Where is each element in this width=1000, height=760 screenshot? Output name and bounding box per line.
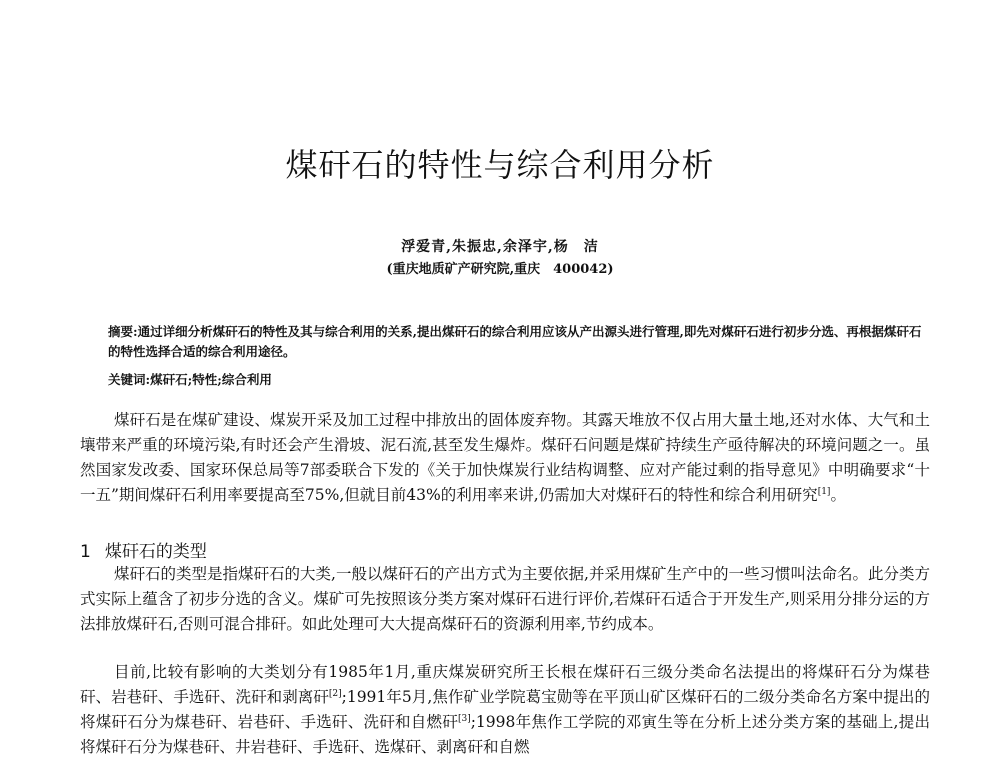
keywords-label: 关键词:: [108, 372, 151, 387]
body-paragraph-2: 煤矸石的类型是指煤矸石的大类,一般以煤矸石的产出方式为主要依据,并采用煤矿生产中的一些习惯叫法命名。此分类方式实际上蕴含了初步分选的含义。煤矿可先按照该分类方案对煤矸石进行评价,若煤矸石适合于开发生产,则采用分排分运的方法排放煤矸石,否则可混合排矸。如此处理可大大提高煤矸石的资源利用率,节约成本。: [80, 565, 930, 633]
section-heading-1: [80, 537, 207, 562]
citation-ref-1: [1]: [817, 486, 831, 497]
para3-segment-2: ;1991年5月,焦作矿业学院葛宝勋等在平顶山矿区煤矸石的二级分类命名方案中提出的将煤矸石分为煤巷矸、岩巷矸、手选矸、洗矸和自燃矸: [80, 688, 930, 731]
section-title: 煤矸石的类型: [104, 542, 207, 562]
body-paragraph-3: [80, 660, 930, 760]
abstract-text: 通过详细分析煤矸石的特性及其与综合利用的关系,提出煤矸石的综合利用应该从产出源头进行管理,即先对煤矸石进行初步分选、再根据煤矸石的特性选择合适的综合利用途径。: [108, 324, 922, 359]
intro-paragraph: [80, 408, 930, 508]
keywords: [108, 370, 923, 388]
abstract: [108, 322, 923, 362]
intro-end: 。: [830, 486, 846, 504]
keywords-text: 煤矸石;特性;综合利用: [150, 372, 272, 387]
author-list: 浮爱青,朱振忠,余泽宇,杨 洁: [401, 239, 599, 255]
author-affiliation: (重庆地质矿产研究院,重庆 400042): [386, 262, 614, 277]
paper-title: 煤矸石的特性与综合利用分析: [285, 146, 715, 184]
section-number: 1: [80, 542, 91, 562]
intro-text: 煤矸石是在煤矿建设、煤炭开采及加工过程中排放出的固体废弃物。其露天堆放不仅占用大量土地,还对水体、大气和土壤带来严重的环境污染,有时还会产生滑坡、泥石流,甚至发生爆炸。煤矸石问题是煤矿持续生产亟待解决的环境问题之一。虽然国家发改委、国家环保总局等7部委联合下发的《关于加快煤炭行业结构调整、应对产能过剩的指导意见》中明确要求“十一五”期间煤矸石利用率要提高至75%,但就目前43%的利用率来讲,仍需加大对煤矸石的特性和综合利用研究: [80, 411, 930, 504]
abstract-label: 摘要:: [108, 324, 138, 339]
citation-ref-3: [3]: [457, 713, 471, 724]
para3-segment-1: 目前,比较有影响的大类划分有1985年1月,重庆煤炭研究所王长根在煤矸石三级分类命名法提出的将煤矸石分为煤巷矸、岩巷矸、手选矸、洗矸和剥离矸: [80, 663, 930, 706]
para3-segment-3: ;1998年焦作工学院的邓寅生等在分析上述分类方案的基础上,提出将煤矸石分为煤巷矸、井岩巷矸、手选矸、选煤矸、剥离矸和自燃: [80, 713, 930, 756]
citation-ref-2: [2]: [328, 688, 342, 699]
